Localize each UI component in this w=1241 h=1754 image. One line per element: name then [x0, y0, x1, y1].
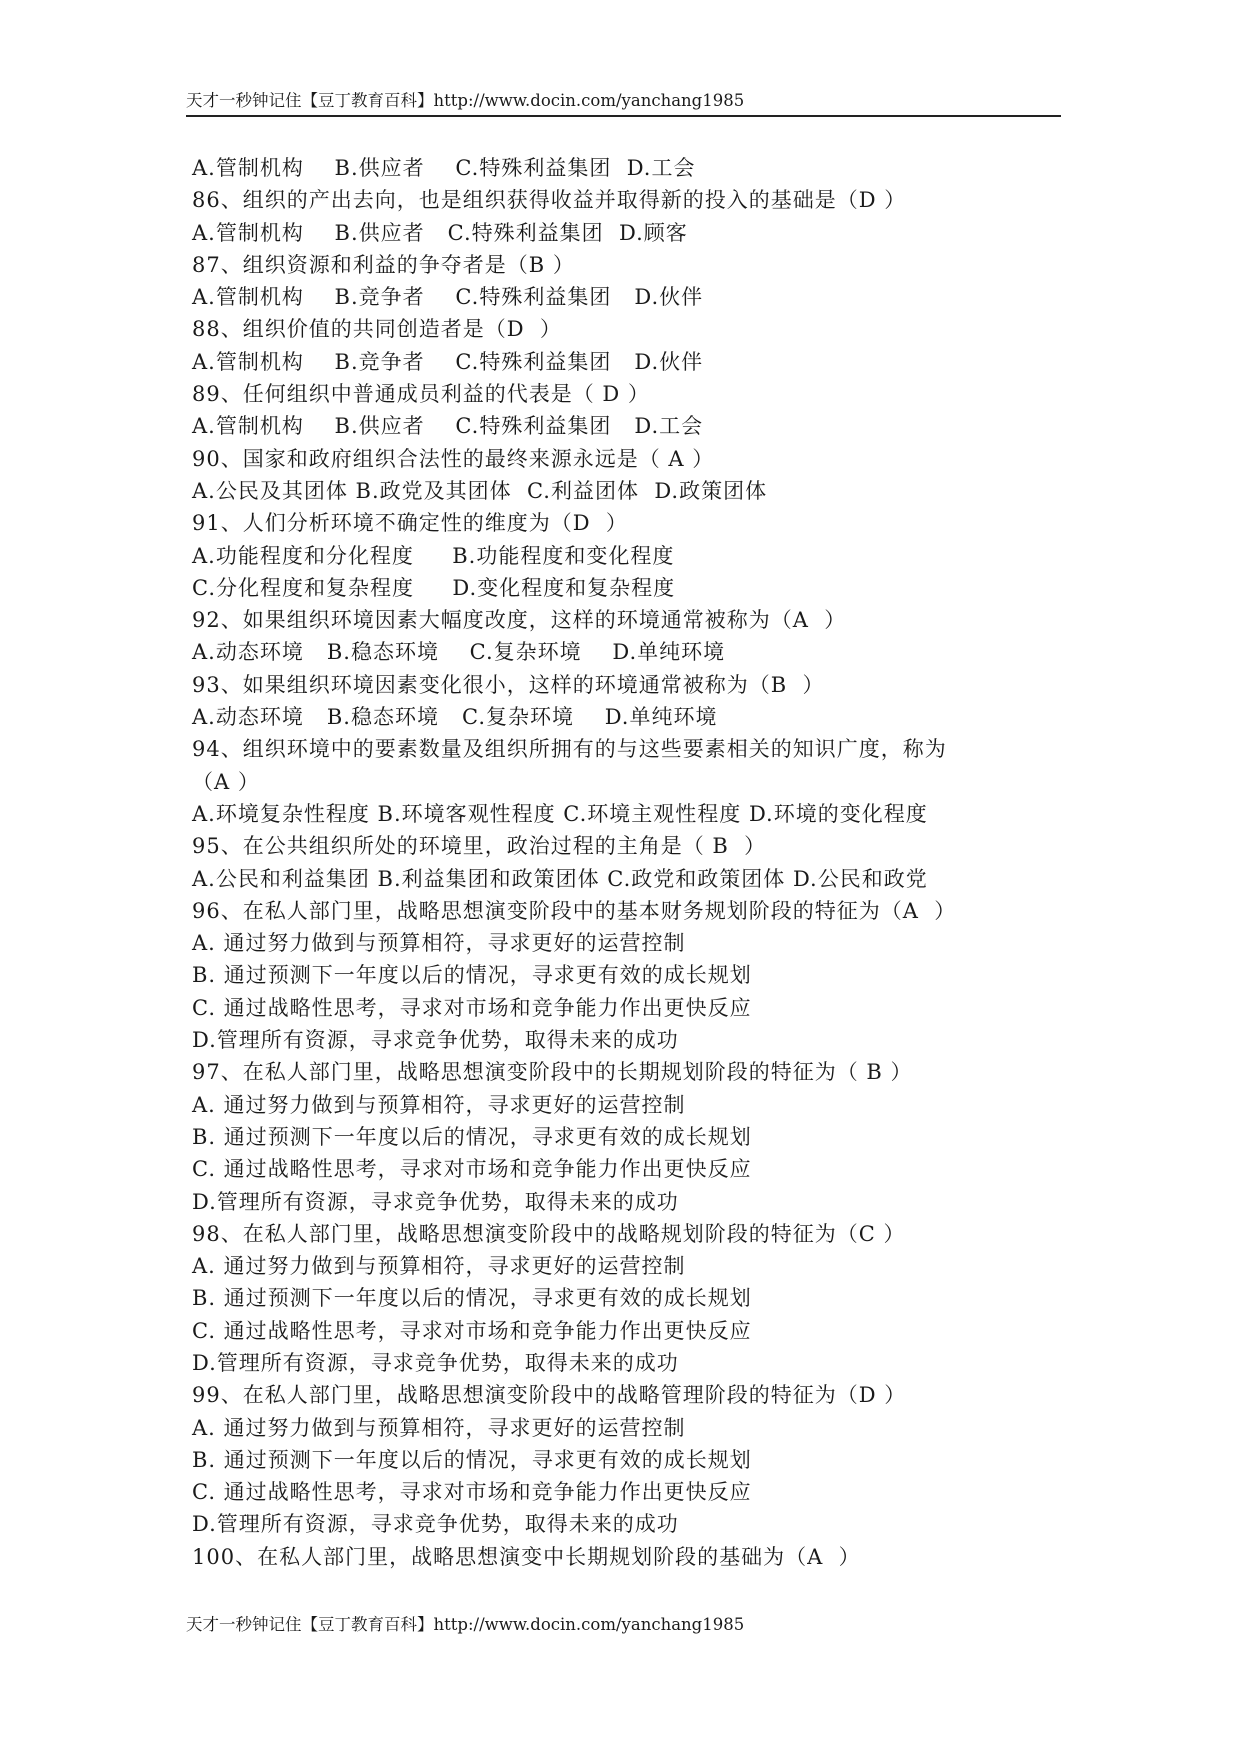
text-line: 97、在私人部门里，战略思想演变阶段中的长期规划阶段的特征为（ B ）	[192, 1060, 913, 1085]
text-line: B. 通过预测下一年度以后的情况，寻求更有效的成长规划	[192, 1286, 752, 1311]
text-line: 99、在私人部门里，战略思想演变阶段中的战略管理阶段的特征为（D ）	[192, 1383, 907, 1408]
text-line: A.管制机构 B.竞争者 C.特殊利益集团 D.伙伴	[192, 349, 704, 374]
text-line: B. 通过预测下一年度以后的情况，寻求更有效的成长规划	[192, 1124, 752, 1149]
text-line: 100、在私人部门里，战略思想演变中长期规划阶段的基础为（A ）	[192, 1544, 861, 1569]
text-line: A.功能程度和分化程度 B.功能程度和变化程度	[192, 543, 675, 568]
text-line: 93、如果组织环境因素变化很小，这样的环境通常被称为（B ）	[192, 672, 825, 697]
header-divider	[186, 115, 1061, 117]
text-line: A.管制机构 B.竞争者 C.特殊利益集团 D.伙伴	[192, 285, 704, 310]
text-line: 96、在私人部门里，战略思想演变阶段中的基本财务规划阶段的特征为（A ）	[192, 898, 957, 923]
text-line: A. 通过努力做到与预算相符，寻求更好的运营控制	[192, 1092, 686, 1117]
text-line: 91、人们分析环境不确定性的维度为（D ）	[192, 511, 628, 536]
text-line: C.分化程度和复杂程度 D.变化程度和复杂程度	[192, 575, 676, 600]
text-line: C. 通过战略性思考，寻求对市场和竞争能力作出更快反应	[192, 995, 752, 1020]
question-list	[192, 152, 1062, 1573]
text-line: A.动态环境 B.稳态环境 C.复杂环境 D.单纯环境	[192, 705, 718, 730]
text-line: A.管制机构 B.供应者 C.特殊利益集团 D.顾客	[192, 220, 688, 245]
text-line: 98、在私人部门里，战略思想演变阶段中的战略规划阶段的特征为（C ）	[192, 1221, 906, 1246]
page-header: 天才一秒钟记住【豆丁教育百科】http://www.docin.com/yanchang1985	[186, 91, 745, 110]
text-line: 86、组织的产出去向，也是组织获得收益并取得新的投入的基础是（D ）	[192, 188, 907, 213]
text-line: （A ）	[192, 769, 260, 794]
text-line: D.管理所有资源，寻求竞争优势，取得未来的成功	[192, 1350, 679, 1375]
text-line: 89、任何组织中普通成员利益的代表是（ D ）	[192, 382, 650, 407]
text-line: A.动态环境 B.稳态环境 C.复杂环境 D.单纯环境	[192, 640, 726, 665]
text-line: A. 通过努力做到与预算相符，寻求更好的运营控制	[192, 1254, 686, 1279]
page-footer: 天才一秒钟记住【豆丁教育百科】http://www.docin.com/yanchang1985	[186, 1615, 745, 1634]
text-line: A. 通过努力做到与预算相符，寻求更好的运营控制	[192, 1415, 686, 1440]
text-line: 87、组织资源和利益的争夺者是（B ）	[192, 252, 575, 277]
text-line: D.管理所有资源，寻求竞争优势，取得未来的成功	[192, 1028, 679, 1053]
text-line: A.环境复杂性程度 B.环境客观性程度 C.环境主观性程度 D.环境的变化程度	[192, 801, 928, 826]
text-line: B. 通过预测下一年度以后的情况，寻求更有效的成长规划	[192, 963, 752, 988]
text-line: B. 通过预测下一年度以后的情况，寻求更有效的成长规划	[192, 1447, 752, 1472]
text-line: A.公民及其团体 B.政党及其团体 C.利益团体 D.政策团体	[192, 478, 768, 503]
text-line: 90、国家和政府组织合法性的最终来源永远是（ A ）	[192, 446, 715, 471]
text-line: A.管制机构 B.供应者 C.特殊利益集团 D.工会	[192, 414, 704, 439]
text-line: 88、组织价值的共同创造者是（D ）	[192, 317, 562, 342]
text-line: 94、组织环境中的要素数量及组织所拥有的与这些要素相关的知识广度，称为	[192, 737, 947, 762]
text-line: 95、在公共组织所处的环境里，政治过程的主角是（ B ）	[192, 834, 767, 859]
text-line: D.管理所有资源，寻求竞争优势，取得未来的成功	[192, 1512, 679, 1537]
text-line: C. 通过战略性思考，寻求对市场和竞争能力作出更快反应	[192, 1480, 752, 1505]
text-line: 92、如果组织环境因素大幅度改度，这样的环境通常被称为（A ）	[192, 608, 847, 633]
text-line: C. 通过战略性思考，寻求对市场和竞争能力作出更快反应	[192, 1318, 752, 1343]
text-line: D.管理所有资源，寻求竞争优势，取得未来的成功	[192, 1189, 679, 1214]
text-line: A.公民和利益集团 B.利益集团和政策团体 C.政党和政策团体 D.公民和政党	[192, 866, 928, 891]
text-line: A.管制机构 B.供应者 C.特殊利益集团 D.工会	[192, 156, 696, 180]
text-line: C. 通过战略性思考，寻求对市场和竞争能力作出更快反应	[192, 1157, 752, 1182]
text-line: A. 通过努力做到与预算相符，寻求更好的运营控制	[192, 931, 686, 956]
